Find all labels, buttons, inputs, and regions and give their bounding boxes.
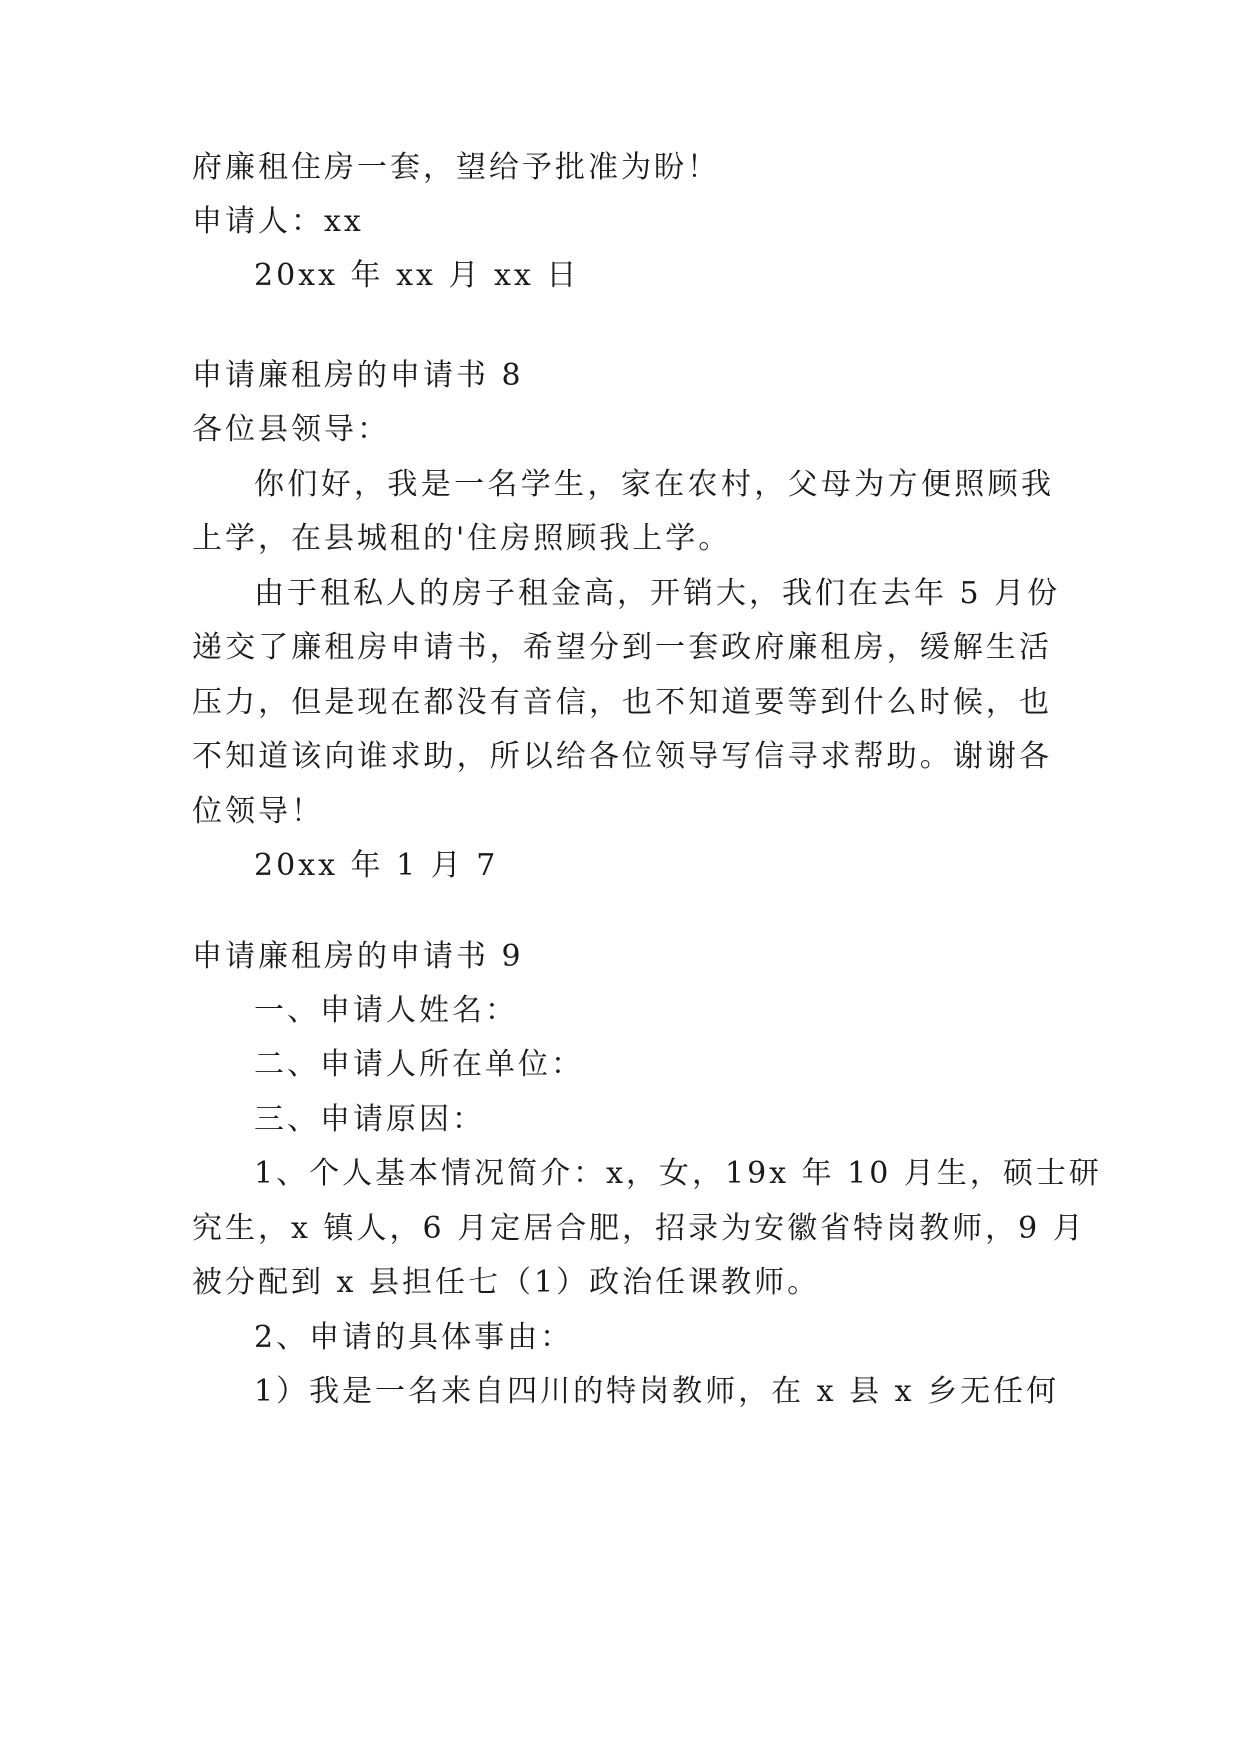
paragraph-line: 1）我是一名来自四川的特岗教师，在 x 县 x 乡无任何 bbox=[254, 1374, 1060, 1409]
paragraph-line: 位领导！ bbox=[192, 794, 324, 829]
section-heading: 申请廉租房的申请书 8 bbox=[192, 358, 524, 393]
paragraph-line: 究生，x 镇人，6 月定居合肥，招录为安徽省特岗教师，9 月 bbox=[192, 1211, 1086, 1246]
paragraph-line: 上学，在县城租的'住房照顾我上学。 bbox=[192, 521, 732, 556]
paragraph-line: 由于租私人的房子租金高，开销大，我们在去年 5 月份 bbox=[254, 576, 1061, 611]
applicant-line: 申请人：xx bbox=[192, 204, 364, 239]
paragraph-line: 被分配到 x 县担任七（1）政治任课教师。 bbox=[192, 1265, 821, 1300]
paragraph-line: 压力，但是现在都没有音信，也不知道要等到什么时候，也 bbox=[192, 685, 1052, 720]
list-item: 三、申请原因： bbox=[254, 1102, 485, 1137]
date-line: 20xx 年 xx 月 xx 日 bbox=[254, 258, 580, 293]
paragraph-line: 递交了廉租房申请书，希望分到一套政府廉租房，缓解生活 bbox=[192, 630, 1052, 665]
paragraph-line: 你们好，我是一名学生，家在农村，父母为方便照顾我 bbox=[254, 467, 1054, 502]
list-item: 一、申请人姓名： bbox=[254, 993, 518, 1028]
salutation: 各位县领导： bbox=[192, 412, 390, 447]
list-item: 二、申请人所在单位： bbox=[254, 1047, 584, 1082]
text-line: 府廉租住房一套，望给予批准为盼！ bbox=[192, 150, 720, 185]
section-heading: 申请廉租房的申请书 9 bbox=[192, 939, 524, 974]
list-item: 2、申请的具体事由： bbox=[254, 1320, 574, 1355]
paragraph-line: 1、个人基本情况简介：x，女，19x 年 10 月生，硕士研 bbox=[254, 1156, 1102, 1191]
paragraph-line: 不知道该向谁求助，所以给各位领导写信寻求帮助。谢谢各 bbox=[192, 739, 1052, 774]
date-line: 20xx 年 1 月 7 bbox=[254, 848, 499, 883]
